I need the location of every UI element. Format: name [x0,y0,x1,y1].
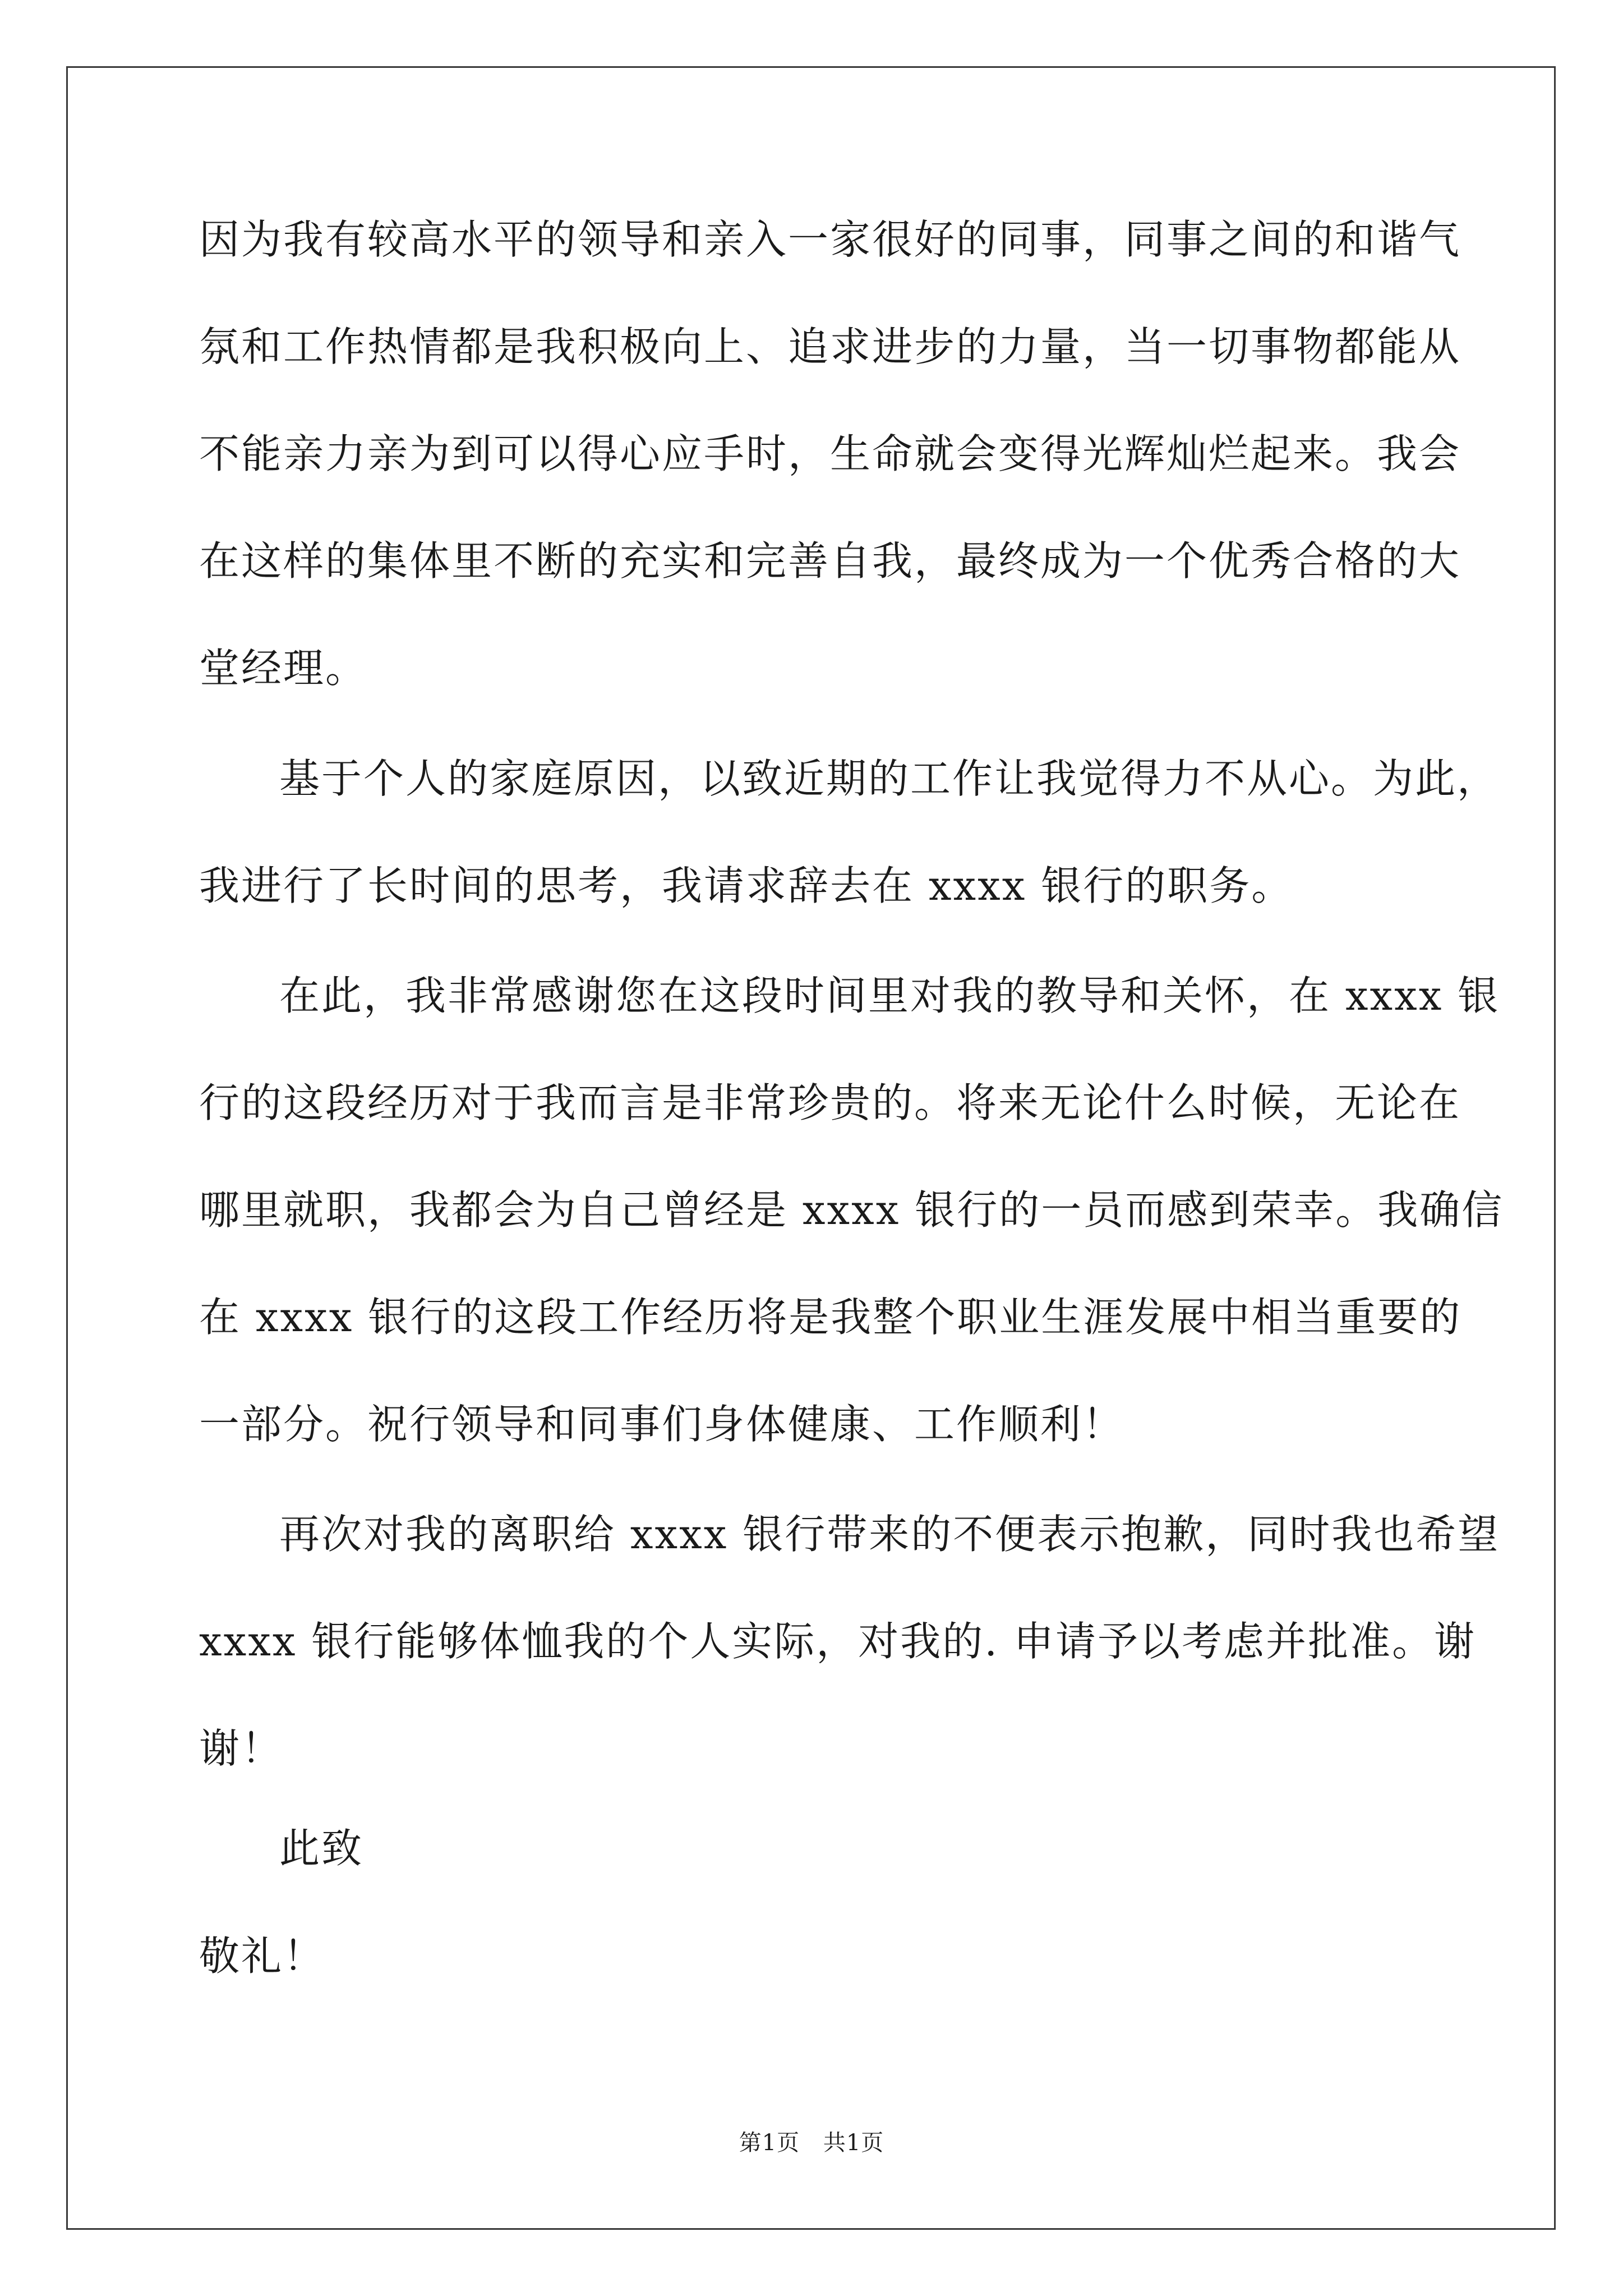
page-border [66,66,1556,2230]
body-line-3: 不能亲力亲为到可以得心应手时，生命就会变得光辉灿烂起来。我会 [199,430,1461,477]
body-line-15: 谢！ [199,1725,284,1772]
page-footer [0,2129,1623,2157]
body-line-11: 在 xxxx 银行的这段工作经历将是我整个职业生涯发展中相当重要的 [199,1294,1462,1341]
body-line-7: 我进行了长时间的思考，我请求辞去在 xxxx 银行的职务。 [199,862,1294,909]
body-line-14: xxxx 银行能够体恤我的个人实际，对我的. 申请予以考虑并批准。谢 [199,1618,1477,1665]
page-number-current: 第1页 [739,2130,800,2156]
body-line-2: 氛和工作热情都是我积极向上、追求进步的力量，当一切事物都能从 [199,323,1461,370]
closing-regards: 敬礼！ [199,1932,326,1980]
body-line-13: 再次对我的离职给 xxxx 银行带来的不便表示抱歉，同时我也希望 [279,1511,1500,1558]
body-line-4: 在这样的集体里不断的充实和完善自我，最终成为一个优秀合格的大 [199,537,1461,585]
body-line-5: 堂经理。 [199,645,368,692]
closing-salutation: 此致 [279,1825,364,1872]
body-line-10: 哪里就职，我都会为自己曾经是 xxxx 银行的一员而感到荣幸。我确信 [199,1186,1504,1234]
body-line-9: 行的这段经历对于我而言是非常珍贵的。将来无论什么时候，无论在 [199,1079,1461,1126]
body-line-12: 一部分。祝行领导和同事们身体健康、工作顺利！ [199,1401,1125,1448]
body-line-8: 在此，我非常感谢您在这段时间里对我的教导和关怀，在 xxxx 银 [279,972,1500,1019]
body-line-6: 基于个人的家庭原因，以致近期的工作让我觉得力不从心。为此， [279,755,1500,802]
body-line-1: 因为我有较高水平的领导和亲入一家很好的同事，同事之间的和谐气 [199,216,1461,263]
page-number-total: 共1页 [823,2130,884,2156]
